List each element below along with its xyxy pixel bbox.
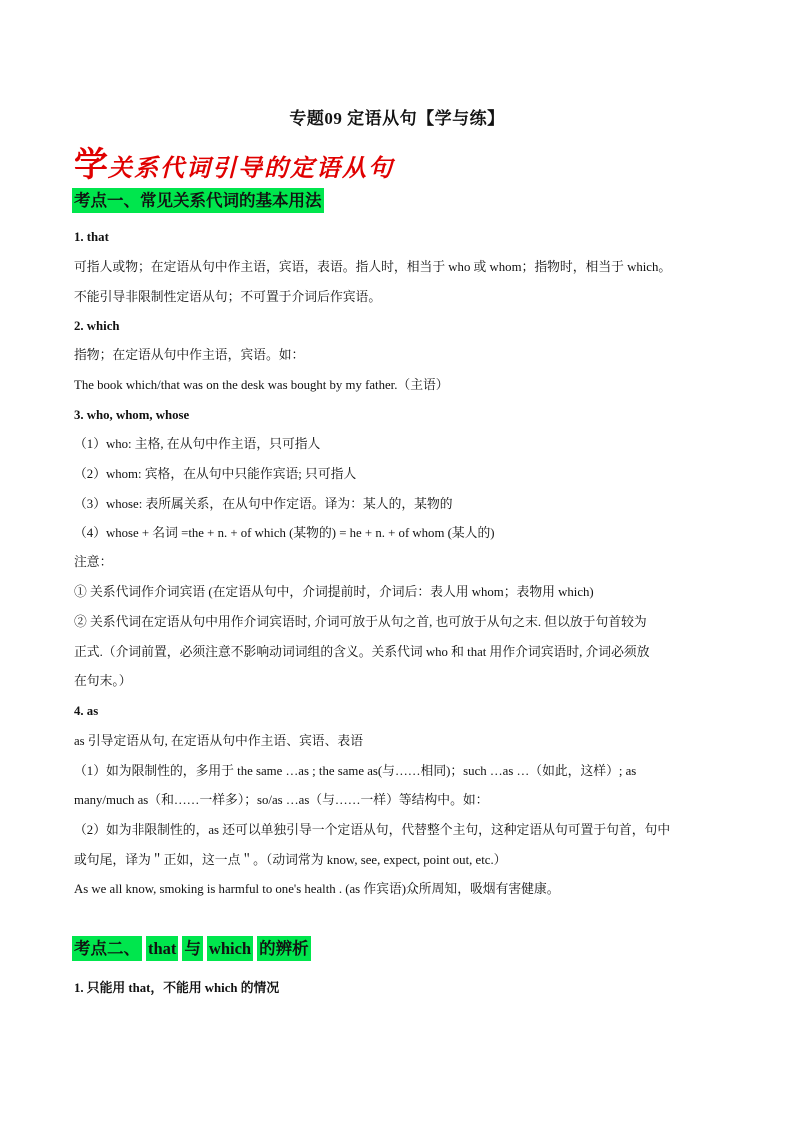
section-title-text: 关系代词引导的定语从句: [108, 153, 394, 182]
note-label: 注意：: [74, 555, 113, 569]
text-line: 正式.（介词前置，必须注意不影响动词词组的含义。关系代词 who 和 that 用作介词宾语时, 介词必须放: [74, 645, 650, 659]
text-line: 可指人或物；在定语从句中作主语，宾语，表语。指人时，相当于 who 或 whom；指物时，相当于 which。: [74, 260, 672, 274]
text-line: ② 关系代词在定语从句中用作介词宾语时, 介词可放于从句之首, 也可放于从句之末. 但以放于句首较为: [74, 615, 647, 629]
kaodian2-part: that: [146, 936, 178, 961]
text-line: 在句末。）: [74, 674, 132, 688]
text-line: （4）whose + 名词 =the + n. + of which (某物的) = he + n. + of whom (某人的): [74, 526, 495, 540]
section-title: [74, 137, 394, 186]
kaodian2-part: which: [207, 936, 253, 961]
text-line: （3）whose: 表所属关系，在从句中作定语。译为：某人的，某物的: [74, 497, 453, 511]
text-line: many/much as（和……一样多）；so/as …as（与……一样）等结构中。如：: [74, 793, 489, 807]
text-line: （2）whom: 宾格，在从句中只能作宾语; 只可指人: [74, 467, 357, 481]
section-title-big-char: 学: [74, 145, 108, 185]
sub-heading: 1. 只能用 that，不能用 which 的情况: [74, 981, 280, 995]
text-line: 或句尾，译为＂正如，这一点＂。（动词常为 know, see, expect, point out, etc.）: [74, 853, 507, 867]
example-line: The book which/that was on the desk was bought by my father.（主语）: [74, 378, 449, 392]
text-line: 指物；在定语从句中作主语，宾语。如：: [74, 348, 305, 362]
item-heading-that: 1. that: [74, 230, 109, 244]
text-line: （1）如为限制性的，多用于 the same …as ; the same as(与……相同)；such …as …（如此，这样）; as: [74, 764, 637, 778]
item-heading-which: 2. which: [74, 319, 120, 333]
item-heading-who: 3. who, whom, whose: [74, 408, 190, 422]
kaodian2-heading: [72, 936, 311, 961]
example-line: As we all know, smoking is harmful to one's health . (as 作宾语)众所周知，吸烟有害健康。: [74, 882, 560, 896]
page-title: 专题09 定语从句【学与练】: [289, 109, 505, 128]
text-line: ① 关系代词作介词宾语 (在定语从句中，介词提前时，介词后：表人用 whom；表物用 which): [74, 585, 594, 599]
kaodian2-part: 与: [182, 936, 203, 961]
text-line: （2）如为非限制性的，as 还可以单独引导一个定语从句，代替整个主句，这种定语从句可置于句首，句中: [74, 823, 671, 837]
text-line: （1）who: 主格, 在从句中作主语，只可指人: [74, 437, 321, 451]
text-line: as 引导定语从句, 在定语从句中作主语、宾语、表语: [74, 734, 363, 748]
text-line: 不能引导非限制性定语从句；不可置于介词后作宾语。: [74, 290, 382, 304]
kaodian2-part: 的辨析: [257, 936, 311, 961]
item-heading-as: 4. as: [74, 704, 99, 718]
kaodian1-heading: 考点一、常见关系代词的基本用法: [72, 188, 324, 213]
kaodian2-part: 考点二、: [72, 936, 142, 961]
